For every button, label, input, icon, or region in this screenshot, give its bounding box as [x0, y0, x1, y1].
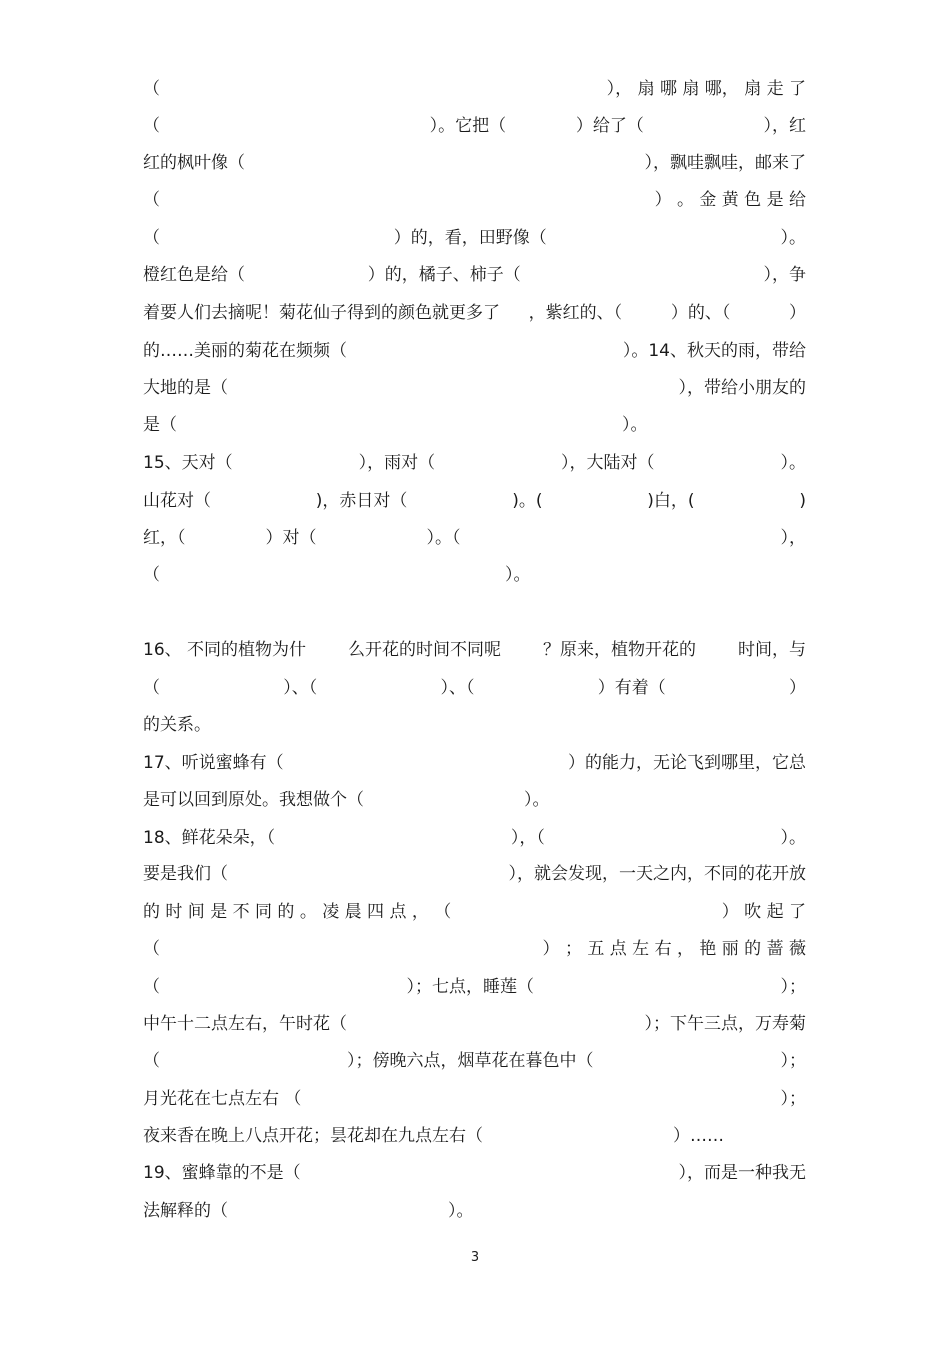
text-line-22 [143, 900, 806, 924]
line-segment: ）的，看，田野像（ [393, 228, 547, 248]
line-segment: ）。14、秋天的雨，带给 [622, 341, 806, 361]
line-segment: ）。 [780, 453, 806, 473]
line-segment: ）。 [524, 790, 550, 810]
line-segment: 的……美丽的菊花在频频（ [143, 341, 347, 361]
line-segment: 要是我们（ [143, 864, 228, 884]
line-segment: （ [143, 190, 160, 210]
line-segment: ）。 [505, 565, 531, 585]
line-segment: ) [799, 491, 806, 511]
line-segment: （ [143, 228, 160, 248]
text-line-14 [143, 563, 806, 587]
line-segment: 中午十二点左右，午时花（ [143, 1014, 347, 1034]
line-segment: ），（ [510, 828, 545, 848]
line-segment: （ [143, 116, 160, 136]
text-line-13 [143, 526, 806, 550]
text-line-16 [143, 676, 806, 700]
line-segment: 夜来香在晚上八点开花；昙花却在九点左右（ [143, 1126, 483, 1146]
line-segment: 红的枫叶像（ [143, 153, 245, 173]
line-segment: ），就会发现，一天之内，不同的花开放 [508, 864, 806, 884]
line-segment: ）；下午三点，万寿菊 [644, 1014, 806, 1034]
line-segment: （ [143, 678, 160, 698]
line-segment: ）；傍晚六点，烟草花在暮色中（ [347, 1051, 594, 1071]
line-segment: )，赤日对（ [315, 491, 408, 511]
line-segment: 是可以回到原处。我想做个（ [143, 790, 364, 810]
line-segment: 着要人们去摘呢！菊花仙子得到的颜色就更多了 [143, 303, 500, 323]
line-segment: ） [789, 678, 806, 698]
line-segment: ） 。 金 黄 色 是 给 [654, 190, 806, 210]
line-segment: ）， [780, 528, 806, 548]
text-line-9 [143, 376, 806, 400]
text-line-26 [143, 1049, 806, 1073]
line-segment: （ [143, 977, 160, 997]
line-segment: 的 时 间 是 不 同 的 。 凌 晨 四 点 ， （ [143, 902, 452, 922]
text-line-15 [143, 638, 806, 662]
line-segment: 18、鲜花朵朵，（ [143, 828, 276, 848]
line-segment: 是（ [143, 415, 177, 435]
text-line-27 [143, 1087, 806, 1111]
line-segment: 山花对（ [143, 491, 211, 511]
line-segment: 么开花的时间不同呢 [348, 640, 502, 660]
text-line-3 [143, 151, 806, 175]
text-line-19 [143, 788, 806, 812]
text-line-18 [143, 751, 806, 775]
line-segment: ）； [780, 1051, 806, 1071]
line-segment: （ [143, 79, 160, 99]
line-segment: ）。（ [426, 528, 461, 548]
line-segment: ），大陆对（ [561, 453, 655, 473]
line-segment: ），争 [763, 265, 806, 285]
line-segment: ）。 [622, 415, 648, 435]
line-segment: ） ； 五 点 左 右 ， 艳 丽 的 蔷 薇 [542, 939, 806, 959]
line-segment: 橙红色是给（ [143, 265, 245, 285]
text-line-10 [143, 413, 806, 437]
line-segment: 17、听说蜜蜂有（ [143, 753, 284, 773]
line-segment: 19、蜜蜂靠的不是（ [143, 1163, 301, 1183]
line-segment: ）的能力，无论飞到哪里，它总 [568, 753, 806, 773]
line-segment: ）； [780, 1089, 806, 1109]
line-segment: 红，（ [143, 528, 186, 548]
line-segment: ）有着（ [597, 678, 666, 698]
line-segment: ）。 [780, 228, 806, 248]
text-line-11 [143, 451, 806, 475]
line-segment: ） 吹 起 了 [721, 902, 806, 922]
text-line-8 [143, 339, 806, 363]
line-segment: 法解释的（ [143, 1201, 228, 1221]
line-segment: （ [143, 939, 160, 959]
line-segment: ）对（ [265, 528, 317, 548]
line-segment: ），而是一种我无 [678, 1163, 806, 1183]
text-line-24 [143, 975, 806, 999]
text-line-2 [143, 114, 806, 138]
text-line-7 [143, 301, 806, 325]
line-segment: 的关系。 [143, 715, 211, 735]
line-segment: （ [143, 565, 160, 585]
line-segment: 大地的是（ [143, 378, 228, 398]
text-line-17 [143, 713, 806, 737]
line-segment: ） [789, 303, 807, 323]
line-segment: ）。 [448, 1201, 474, 1221]
line-segment: 16、 不同的植物为什 [143, 640, 307, 660]
text-line-20 [143, 826, 806, 850]
line-segment: ？原来，植物开花的 [543, 640, 697, 660]
line-segment: ）的，橘子、柿子（ [367, 265, 521, 285]
line-segment: ），雨对（ [358, 453, 436, 473]
text-line-23 [143, 937, 806, 961]
page-number: 3 [470, 1250, 480, 1265]
line-segment: ）；七点，睡莲（ [406, 977, 534, 997]
line-segment: （ [143, 1051, 160, 1071]
line-segment: 15、天对（ [143, 453, 233, 473]
text-line-6 [143, 263, 806, 287]
line-segment: ）。 [780, 828, 807, 848]
line-segment: ）、（ [283, 678, 318, 698]
text-line-1 [143, 77, 806, 101]
line-segment: ）； [780, 977, 806, 997]
text-line-30 [143, 1199, 806, 1223]
line-segment: )。( [512, 491, 543, 511]
line-segment: ），带给小朋友的 [678, 378, 806, 398]
text-line-4 [143, 188, 806, 212]
text-line-5 [143, 226, 806, 250]
line-segment: ）、（ [440, 678, 475, 698]
line-segment: ）。它把（ [429, 116, 507, 136]
line-segment: ），飘哇飘哇，邮来了 [644, 153, 806, 173]
text-line-12 [143, 489, 806, 513]
line-segment: ）给了（ [575, 116, 644, 136]
line-segment: ），红 [763, 116, 807, 136]
text-line-25 [143, 1012, 806, 1036]
line-segment: ）…… [673, 1126, 724, 1146]
line-segment: 月光花在七点左右 （ [143, 1089, 302, 1109]
line-segment: 时间，与 [738, 640, 806, 660]
text-line-21 [143, 862, 806, 886]
line-segment: )白，( [647, 491, 695, 511]
text-line-29 [143, 1161, 806, 1185]
text-line-28 [143, 1124, 806, 1148]
line-segment: ）， 扇 哪 扇 哪， 扇 走 了 [606, 79, 806, 99]
line-segment: ）的、（ [670, 303, 731, 323]
line-segment: ，紫红的、（ [528, 303, 623, 323]
